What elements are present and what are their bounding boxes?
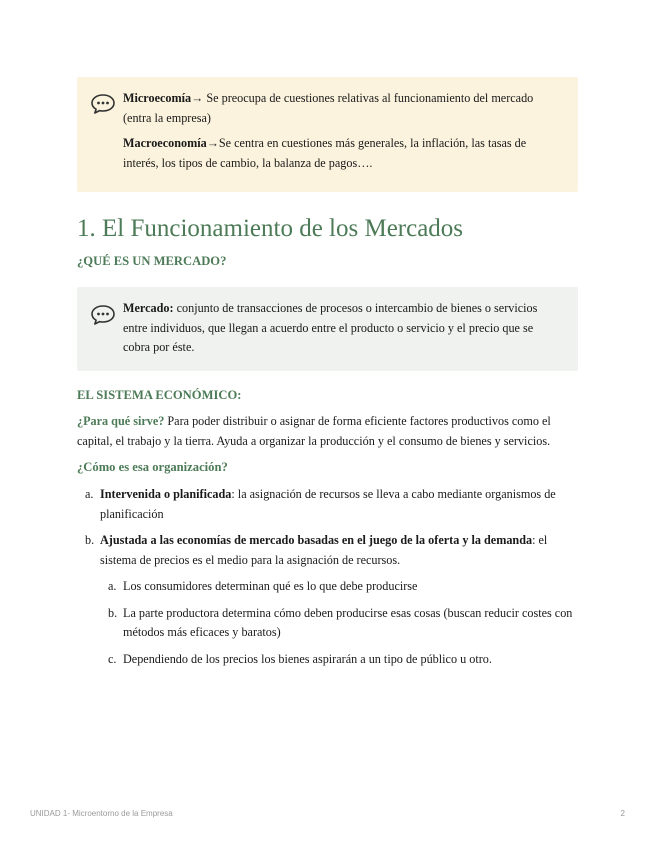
sub-list-text: La parte productora determina cómo deben producirse esas cosas (buscan reducir costes con métodos más eficaces y baratos) [123, 605, 573, 639]
micro-term: Microecomía [123, 91, 192, 105]
macro-definition [123, 134, 562, 173]
para-sirve [77, 412, 582, 451]
macro-text: Se centra en cuestiones más generales, la inflación, las tasas de interés, los tipos de cambio, la balanza de pagos…. [123, 136, 527, 170]
section-title: 1. El Funcionamiento de los Mercados [77, 215, 464, 242]
mercado-text: conjunto de transacciones de procesos o intercambio de bienes o servicios entre individuos, que llegan a acuerdo entre el producto o servicio y el precio que se cobra por éste. [123, 301, 538, 354]
micro-definition [123, 89, 562, 128]
macro-term: Macroeconomía [123, 136, 207, 150]
chat-bubble-icon [90, 93, 116, 115]
list-marker: a. [85, 487, 94, 501]
mercado-term: Mercado: [123, 301, 174, 315]
list-item [77, 531, 582, 669]
micro-text: Se preocupa de cuestiones relativas al funcionamiento del mercado (entra la empresa) [123, 91, 534, 125]
organization-list [77, 485, 582, 669]
mercado-definition [123, 299, 562, 358]
sistema-heading: EL SISTEMA ECONÓMICO: [77, 388, 242, 402]
sub-list-item [77, 604, 582, 643]
footer-page-number: 2 [620, 809, 625, 818]
chat-bubble-icon [90, 304, 116, 326]
sub-list-item [77, 650, 582, 670]
question-para-que-sirve: ¿Para qué sirve? [77, 414, 165, 428]
footer-unit-title: UNIDAD 1- Microentorno de la Empresa [30, 809, 173, 818]
macro-arrow: → [206, 136, 219, 150]
sub-list-marker: a. [108, 579, 117, 593]
sub-list-item [77, 577, 582, 597]
list-item-bold: Ajustada a las economías de mercado basadas en el juego de la oferta y la demanda [100, 533, 533, 547]
sub-list-text: Los consumidores determinan qué es lo que debe producirse [123, 579, 418, 593]
micro-arrow: → [191, 91, 204, 105]
sub-list [77, 577, 582, 669]
list-item [77, 485, 582, 524]
callout-mercado [77, 287, 578, 371]
sub-list-text: Dependiendo de los precios los bienes aspirarán a un tipo de público u otro. [123, 651, 492, 666]
list-item-text: : el sistema de precios es el medio para la asignación de recursos. [100, 533, 548, 567]
list-item-text: : la asignación de recursos se lleva a cabo mediante organismos de planificación [100, 487, 556, 521]
list-marker: b. [85, 533, 95, 547]
sub-list-marker: b. [108, 605, 118, 620]
subtitle-mercado: ¿QUÉ ES UN MERCADO? [77, 254, 227, 268]
callout-micro-macro [77, 77, 578, 192]
list-item-bold: Intervenida o planificada [100, 487, 232, 501]
question-organizacion: ¿Cómo es esa organización? [77, 460, 228, 474]
sub-list-marker: c. [108, 651, 117, 666]
answer-para-que-sirve: Para poder distribuir o asignar de forma eficiente factores productivos como el capital, el trabajo y la tierra. Ayuda a organizar la producción y el consumo de bienes y servicios. [77, 414, 551, 448]
